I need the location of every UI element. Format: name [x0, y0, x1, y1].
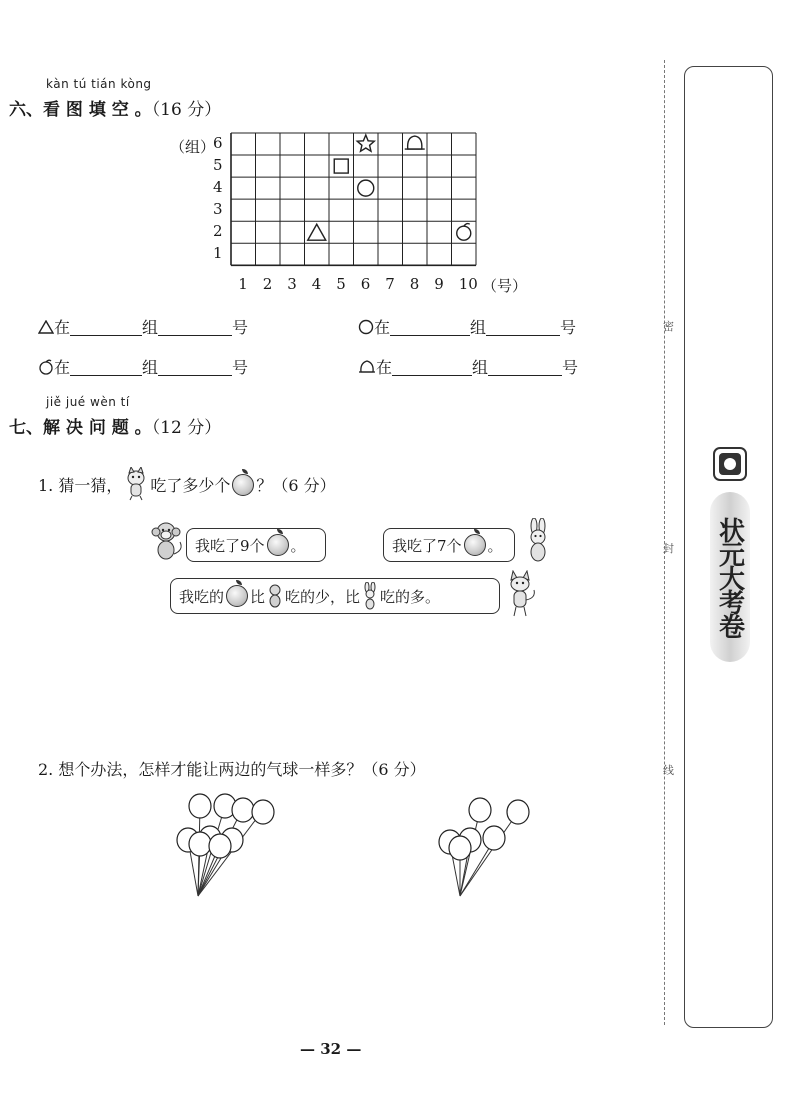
grid-col-label: 8 — [409, 275, 420, 293]
fill-zu: 组 — [142, 358, 159, 377]
circle-shape — [358, 180, 374, 196]
grid-col-label: 10 — [458, 275, 478, 293]
grid-col-label: 4 — [311, 275, 322, 293]
section7-points: （12 分） — [151, 418, 222, 438]
fill-zai: 在 — [54, 358, 71, 377]
apple-shape — [457, 224, 471, 241]
grid-y-unit: （组） — [170, 138, 216, 156]
monkey-says-b: 。 — [290, 536, 306, 555]
fill-row-apple — [38, 355, 248, 378]
section6-pinyin: kàn tú tián kòng — [46, 77, 152, 91]
rabbit-says-a: 我吃了7个 — [392, 536, 462, 555]
seal-char-xian: 线 — [663, 764, 674, 777]
circle-icon — [358, 319, 374, 335]
fill-zu: 组 — [472, 358, 489, 377]
cat-says-b: 比 — [250, 587, 266, 606]
cat-says-c: 吃的少，比 — [285, 587, 361, 606]
blank-apple-number[interactable] — [158, 359, 232, 376]
grid-row-label: 4 — [213, 178, 223, 197]
blank-triangle-number[interactable] — [158, 319, 232, 336]
apple-icon — [232, 474, 254, 496]
rabbit-icon — [520, 518, 556, 564]
section6-title: 六、看 图 填 空 。 — [9, 100, 152, 120]
apple-icon — [464, 534, 486, 556]
section6-points: （16 分） — [151, 100, 222, 120]
rabbit-icon — [360, 582, 380, 610]
cat-icon — [122, 467, 150, 501]
fill-row-triangle — [38, 315, 248, 338]
q1-text — [38, 467, 336, 501]
rabbit-says-b: 。 — [487, 536, 503, 555]
logo-banner — [710, 492, 750, 662]
blank-apple-group[interactable] — [70, 359, 142, 376]
rabbit-speech-bubble — [383, 528, 515, 562]
right-balloon-bunch — [434, 796, 534, 902]
grid-col-label: 6 — [360, 275, 371, 293]
grid-row-label: 2 — [213, 222, 223, 241]
brand-logo — [710, 444, 750, 664]
fill-zai: 在 — [54, 318, 71, 337]
monkey-icon — [148, 520, 186, 562]
peach-icon — [358, 359, 376, 375]
seal-char-feng: 封 — [663, 542, 674, 555]
q1-text-before: 1. 猜一猜， — [38, 476, 123, 495]
left-balloon-bunch — [170, 790, 280, 902]
grid-row-label: 1 — [213, 244, 223, 263]
section7-heading — [9, 413, 221, 438]
monkey-says-a: 我吃了9个 — [195, 536, 265, 555]
section7-pinyin: jiě jué wèn tí — [46, 395, 130, 409]
fill-zu: 组 — [470, 318, 487, 337]
fill-hao: 号 — [232, 318, 249, 337]
page-number: — 32 — — [300, 1040, 362, 1058]
apple-icon — [38, 359, 54, 375]
fill-row-peach — [358, 355, 578, 378]
square-shape — [334, 159, 348, 173]
fill-hao: 号 — [560, 318, 577, 337]
grid-x-unit: （号） — [482, 277, 528, 295]
cat-says-d: 吃的多。 — [380, 587, 441, 606]
coordinate-grid — [230, 132, 478, 275]
section7-title: 七、解 决 问 题 。 — [9, 418, 152, 438]
grid-col-label: 1 — [238, 275, 248, 293]
triangle-icon — [38, 320, 54, 334]
blank-peach-number[interactable] — [488, 359, 562, 376]
section6-heading — [9, 95, 221, 120]
fill-zai: 在 — [374, 318, 391, 337]
cat-speech-bubble — [170, 578, 500, 614]
grid-row-label: 6 — [213, 134, 223, 152]
grid-col-label: 5 — [336, 275, 346, 293]
fill-zu: 组 — [142, 318, 159, 337]
triangle-shape — [308, 224, 326, 240]
fill-zai: 在 — [376, 358, 393, 377]
grid-col-label: 3 — [287, 275, 297, 293]
fill-hao: 号 — [232, 358, 249, 377]
apple-icon — [267, 534, 289, 556]
grid-row-label: 5 — [213, 156, 223, 175]
cat-icon — [502, 570, 538, 618]
cat-says-a: 我吃的 — [179, 587, 225, 606]
blank-triangle-group[interactable] — [70, 319, 142, 336]
grid-col-label: 7 — [385, 275, 395, 293]
monkey-icon — [265, 583, 285, 609]
blank-circle-number[interactable] — [486, 319, 560, 336]
blank-peach-group[interactable] — [392, 359, 472, 376]
grid-col-label: 2 — [262, 275, 273, 293]
grid-row-label: 3 — [213, 200, 223, 219]
fill-row-circle — [358, 315, 576, 338]
q1-text-after: ？（6 分） — [256, 476, 336, 495]
star-shape — [357, 135, 374, 151]
seal-char-mi: 密 — [663, 320, 674, 333]
logo-badge-icon — [710, 444, 750, 484]
fill-hao: 号 — [562, 358, 579, 377]
logo-text: 状元大考卷 — [714, 517, 745, 637]
q2-text: 2. 想个办法，怎样才能让两边的气球一样多？（6 分） — [38, 760, 426, 779]
grid-col-label: 9 — [434, 275, 444, 293]
q1-text-middle: 吃了多少个 — [150, 476, 231, 495]
apple-icon — [226, 585, 248, 607]
blank-circle-group[interactable] — [390, 319, 470, 336]
peach-shape — [405, 136, 425, 149]
monkey-speech-bubble — [186, 528, 326, 562]
